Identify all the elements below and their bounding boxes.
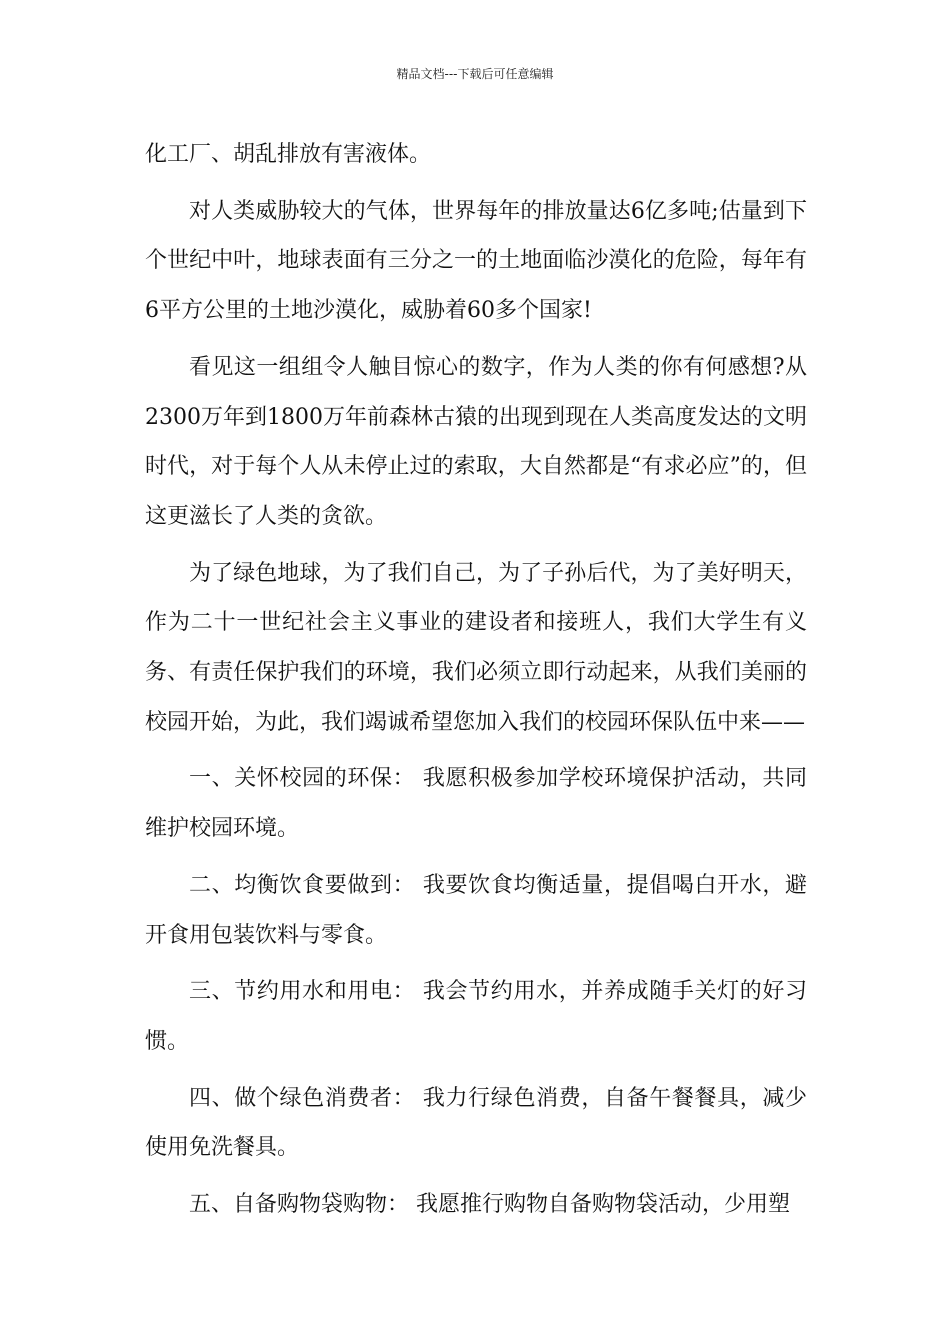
page-header: 精品文档---下载后可任意编辑 <box>396 67 554 81</box>
document-body <box>145 130 807 1237</box>
list-item-paragraph: 三、节约用水和用电： 我会节约用水，并养成随手关灯的好习惯。 <box>145 979 807 1054</box>
paragraph: 对人类威胁较大的气体，世界每年的排放量达6亿多吨;估量到下个世纪中叶，地球表面有三分之一的土地面临沙漠化的危险，每年有6平方公里的土地沙漠化，威胁着60多个国家! <box>145 198 807 324</box>
paragraph: 看见这一组组令人触目惊心的数字，作为人类的你有何感想?从2300万年到1800万年前森林古猿的出现到现在人类高度发达的文明时代，对于每个人从未停止过的索取，大自然都是“有求必应”的，但这更滋长了人类的贪欲。 <box>145 354 807 529</box>
paragraph: 化工厂、胡乱排放有害液体。 <box>145 142 432 167</box>
list-item-paragraph: 一、关怀校园的环保： 我愿积极参加学校环境保护活动，共同维护校园环境。 <box>145 766 807 842</box>
list-item-paragraph: 五、自备购物袋购物： 我愿推行购物自备购物袋活动，少用塑 <box>189 1192 790 1218</box>
list-item-paragraph: 二、均衡饮食要做到： 我要饮食均衡适量，提倡喝白开水，避开食用包装饮料与零食。 <box>145 872 807 948</box>
list-item-paragraph: 四、做个绿色消费者： 我力行绿色消费，自备午餐餐具，减少使用免洗餐具。 <box>145 1085 807 1161</box>
paragraph: 为了绿色地球，为了我们自己，为了子孙后代，为了美好明天，作为二十一世纪社会主义事业的建设者和接班人，我们大学生有义务、有责任保护我们的环境，我们必须立即行动起来，从我们美丽的校园开始，为此，我们竭诚希望您加入我们的校园环保队伍中来—— <box>145 560 807 735</box>
